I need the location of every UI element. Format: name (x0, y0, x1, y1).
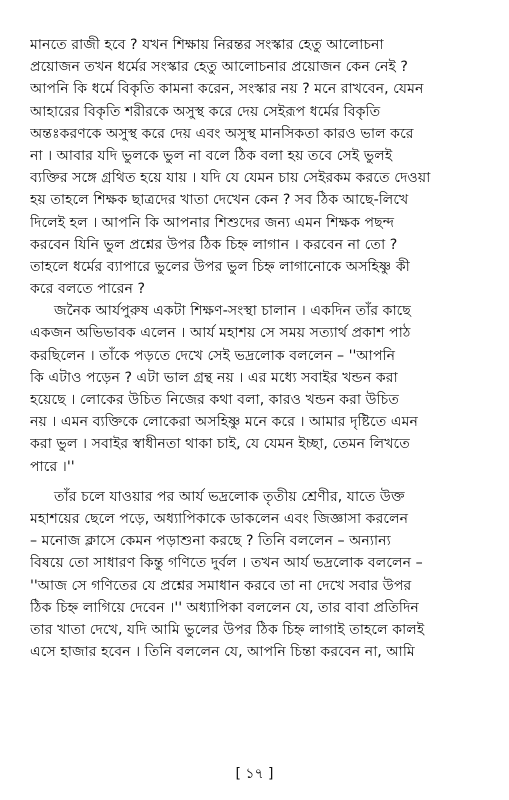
paragraph-1 (30, 34, 482, 300)
text-line: নয় । এমন ব্যক্তিকে লোকেরা অসহিষ্ণু মনে করে । আমার দৃষ্টিতে এমন (30, 414, 419, 431)
paragraph-gap (30, 478, 482, 486)
text-line: করছিলেন । তাঁকে পড়তে দেখে সেই ভদ্রলোক বললেন – ''আপনি (30, 347, 396, 364)
paragraph-3 (30, 486, 482, 664)
text-line: মহাশয়ের ছেলে পড়ে, অধ্যাপিকাকে ডাকলেন এবং জিজ্ঞাসা করলেন (30, 510, 409, 527)
paragraph-2 (30, 300, 482, 478)
text-line: করে বলতে পারেন ? (30, 281, 146, 298)
text-line: প্রয়োজন তখন ধর্মের সংস্কার হেতু আলোচনার প্রয়োজন কেন নেই ? (30, 59, 408, 76)
text-line: হয় তাহলে শিক্ষক ছাত্রদের খাতা দেখেন কেন ? সব ঠিক আছে-লিখে (30, 192, 409, 209)
text-line: না । আবার যদি ভুলকে ভুল না বলে ঠিক বলা হয় তবে সেই ভুলই (30, 147, 393, 164)
text-line: ''আজ সে গণিতের যে প্রশ্নের সমাধান করবে তা না দেখে সবার উপর (30, 577, 412, 594)
text-line: করবেন যিনি ভুল প্রশ্নের উপর ঠিক চিহ্ন লাগান । করবেন না তো ? (30, 236, 398, 253)
text-line: ঠিক চিহ্ন লাগিয়ে দেবেন ।'' অধ্যাপিকা বললেন যে, তার বাবা প্রতিদিন (30, 599, 419, 616)
text-line: তাহলে ধর্মের ব্যাপারে ভুলের উপর ভুল চিহ্ন লাগানোকে অসহিষ্ণু কী (30, 258, 410, 275)
text-line: করা ভুল । সবাইর স্বাধীনতা থাকা চাই, যে যেমন ইচ্ছা, তেমন লিখতে (30, 436, 410, 453)
text-line: তাঁর চলে যাওয়ার পর আর্য ভদ্রলোক তৃতীয় শ্রেণীর, যাতে উক্ত (54, 488, 405, 505)
text-line: এসে হাজার হবেন । তিনি বললেন যে, আপনি চিন্তা করবেন না, আমি (30, 644, 415, 661)
text-line: অন্তঃকরণকে অসুস্থ করে দেয় এবং অসুস্থ মানসিকতা কারও ভাল করে (30, 125, 414, 142)
page-body (30, 34, 482, 663)
text-line: একজন অভিভাবক এলেন । আর্য মহাশয় সে সময় সত্যার্থ প্রকাশ পাঠ (30, 325, 411, 342)
page-number: [ ১৭ ] (235, 766, 274, 782)
text-line: আহারের বিকৃতি শরীরকে অসুস্থ করে দেয় সেইরূপ ধর্মের বিকৃতি (30, 103, 381, 120)
text-line: – মনোজ ক্লাসে কেমন পড়াশুনা করছে ? তিনি বললেন – অন্যান্য (30, 533, 391, 550)
text-line: পারে ।'' (30, 458, 75, 475)
text-line: কি এটাও পড়েন ? এটা ভাল গ্রন্থ নয় । এর মধ্যে সবাইর খন্ডন করা (30, 369, 398, 386)
text-line: দিলেই হল । আপনি কি আপনার শিশুদের জন্য এমন শিক্ষক পছন্দ (30, 214, 395, 231)
text-line: ব্যক্তির সঙ্গে গ্রথিত হয়ে যায় । যদি যে যেমন চায় সেইরকম করতে দেওয়া (30, 170, 431, 187)
text-line: মানতে রাজী হবে ? যখন শিক্ষায় নিরন্তর সংস্কার হেতু আলোচনা (30, 37, 384, 53)
text-line: বিষয়ে তো সাধারণ কিন্তু গণিতে দুর্বল । তখন আর্য ভদ্রলোক বললেন – (30, 555, 423, 572)
text-line: হয়েছে । লোকের উচিত নিজের কথা বলা, কারও খন্ডন করা উচিত (30, 392, 399, 408)
text-line: তার খাতা দেখে, যদি আমি ভুলের উপর ঠিক চিহ্ন লাগাই তাহলে কালই (30, 621, 425, 638)
text-line: জনৈক আর্যপুরুষ একটা শিক্ষণ-সংস্থা চালান । একদিন তাঁর কাছে (54, 303, 411, 320)
text-line: আপনি কি ধর্মে বিকৃতি কামনা করেন, সংস্কার নয় ? মনে রাখবেন, যেমন (30, 81, 424, 98)
